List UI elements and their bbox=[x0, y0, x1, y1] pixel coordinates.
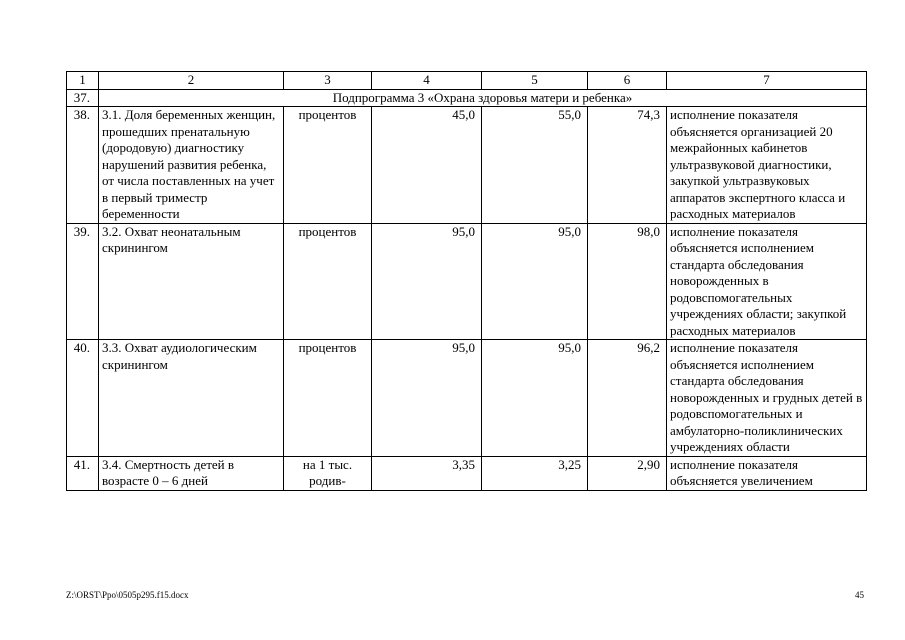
unit-cell: процентов bbox=[284, 340, 372, 457]
value-col5: 95,0 bbox=[482, 340, 588, 457]
column-header: 1 bbox=[67, 72, 99, 90]
unit-cell: на 1 тыс. родив- bbox=[284, 456, 372, 490]
page-number: 45 bbox=[855, 590, 864, 600]
table-row bbox=[67, 223, 867, 340]
indicator-name: 3.2. Охват неонатальным скринингом bbox=[99, 223, 284, 340]
subprogram-title: Подпрограмма 3 «Охрана здоровья матери и ребенка» bbox=[99, 89, 867, 107]
row-number: 39. bbox=[67, 223, 99, 340]
indicators-table bbox=[66, 71, 867, 491]
value-col4: 45,0 bbox=[372, 107, 482, 224]
row-number: 38. bbox=[67, 107, 99, 224]
table-row bbox=[67, 107, 867, 224]
table-row bbox=[67, 340, 867, 457]
subprogram-row bbox=[67, 89, 867, 107]
value-col4: 95,0 bbox=[372, 223, 482, 340]
unit-cell: процентов bbox=[284, 107, 372, 224]
value-col5: 95,0 bbox=[482, 223, 588, 340]
column-header: 5 bbox=[482, 72, 588, 90]
indicator-name: 3.4. Смертность детей в возрасте 0 – 6 дней bbox=[99, 456, 284, 490]
column-header: 2 bbox=[99, 72, 284, 90]
value-col4: 95,0 bbox=[372, 340, 482, 457]
indicator-name: 3.1. Доля беременных женщин, прошедших пренатальную (дородовую) диагностику нарушений развития ребенка, от числа поставленных на учет в первый триместр беременности bbox=[99, 107, 284, 224]
value-col4: 3,35 bbox=[372, 456, 482, 490]
row-number: 41. bbox=[67, 456, 99, 490]
value-col5: 55,0 bbox=[482, 107, 588, 224]
file-path: Z:\ORST\Ppo\0505p295.f15.docx bbox=[66, 590, 189, 600]
indicator-name: 3.3. Охват аудиологическим скринингом bbox=[99, 340, 284, 457]
value-col6: 96,2 bbox=[588, 340, 667, 457]
value-col6: 98,0 bbox=[588, 223, 667, 340]
value-col6: 2,90 bbox=[588, 456, 667, 490]
column-header: 4 bbox=[372, 72, 482, 90]
value-col5: 3,25 bbox=[482, 456, 588, 490]
note-cell: исполнение показателя объясняется исполнением стандарта обследования новорожденных в родовспомогательных учреждениях области; закупкой расходных материалов bbox=[667, 223, 867, 340]
table-header-row bbox=[67, 72, 867, 90]
column-header: 6 bbox=[588, 72, 667, 90]
table-row bbox=[67, 456, 867, 490]
value-col6: 74,3 bbox=[588, 107, 667, 224]
unit-cell: процентов bbox=[284, 223, 372, 340]
note-cell: исполнение показателя объясняется организацией 20 межрайонных кабинетов ультразвуковой диагностики, закупкой ультразвуковых аппаратов экспертного класса и расходных материалов bbox=[667, 107, 867, 224]
column-header: 7 bbox=[667, 72, 867, 90]
row-number: 40. bbox=[67, 340, 99, 457]
column-header: 3 bbox=[284, 72, 372, 90]
note-cell: исполнение показателя объясняется увеличением bbox=[667, 456, 867, 490]
note-cell: исполнение показателя объясняется исполнением стандарта обследования новорожденных и грудных детей в родовспомогательных и амбулаторно-поликлинических учреждениях области bbox=[667, 340, 867, 457]
row-number: 37. bbox=[67, 89, 99, 107]
